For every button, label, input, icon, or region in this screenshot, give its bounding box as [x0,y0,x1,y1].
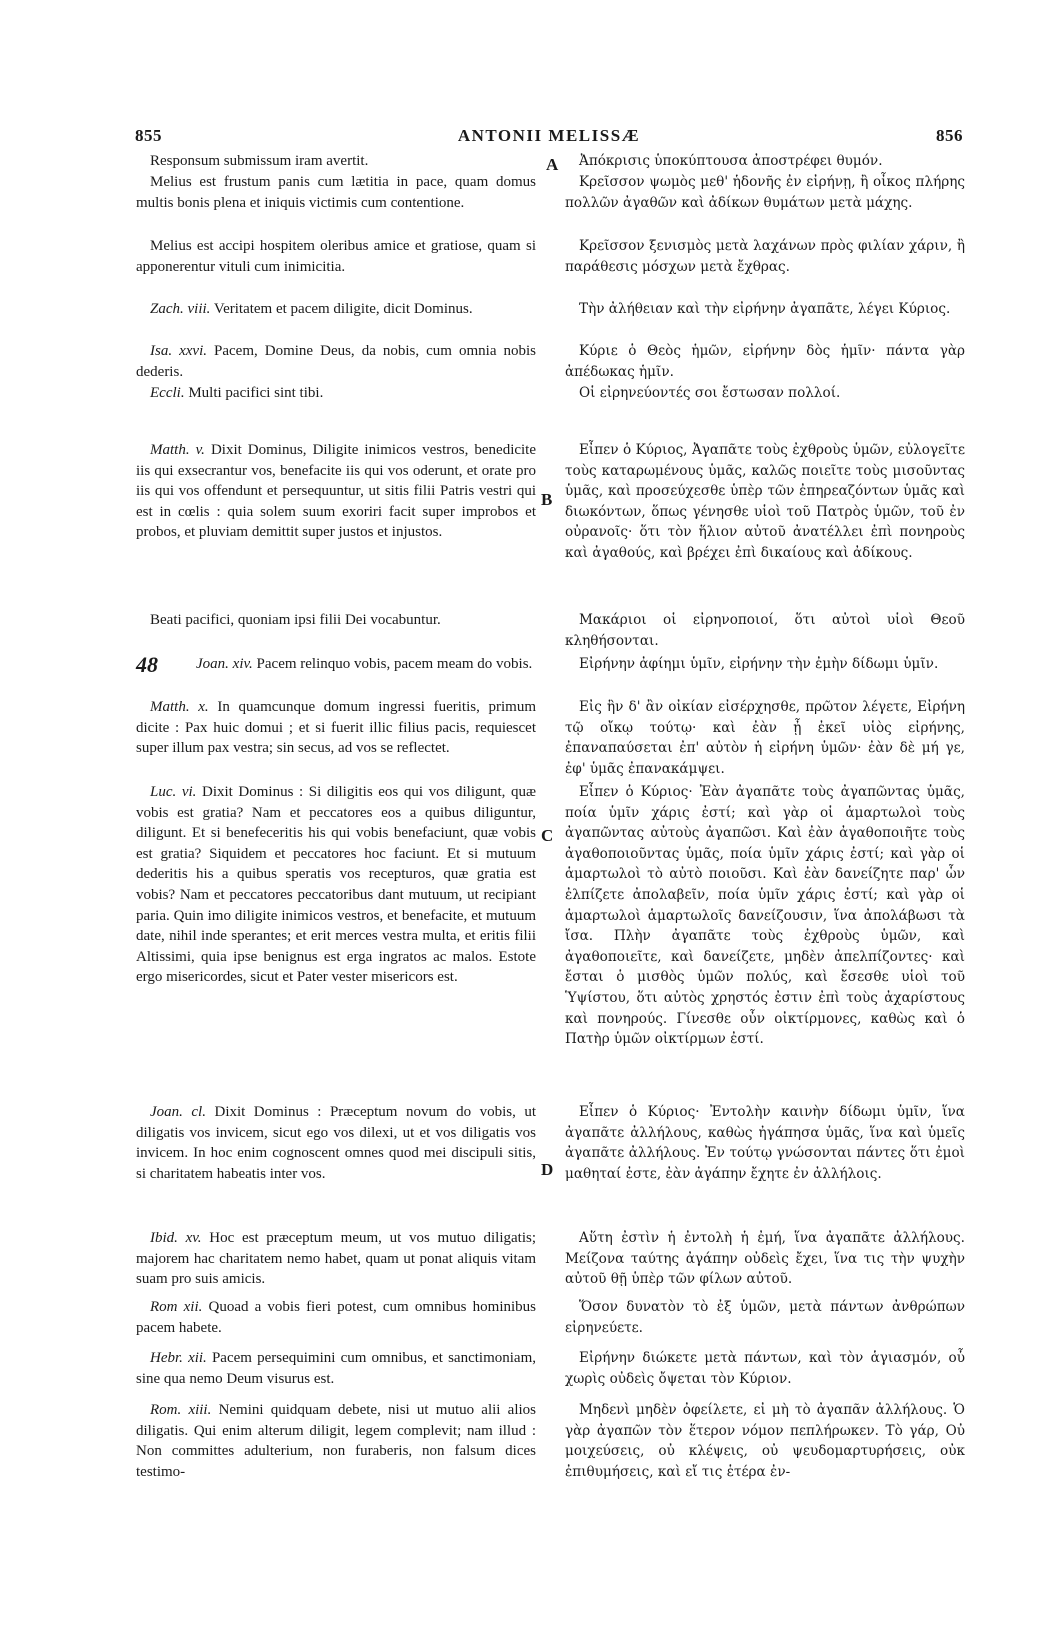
scripture-reference: Ibid. xv. [150,1230,202,1246]
scripture-reference: Eccli. [150,385,185,401]
margin-marker-c: C [541,826,554,845]
greek-paragraph: Οἱ εἰρηνεύοντές σοι ἔστωσαν πολλοί. [579,385,841,401]
latin-paragraph: Rom. xiii. Nemini quidquam debete, nisi ut mutuo alii alios diligatis. Qui enim alterum diligit, legem complevit; nam illud : Non committes adulterium, non furaberis, non falsum dices testimo- [136,1402,537,1480]
left-page-number: 855 [135,126,162,145]
margin-marker-a: A [546,155,559,174]
scripture-reference: Luc. vi. [150,784,197,800]
greek-paragraph: Ἀπόκρισις ὑποκύπτουσα ἀποστρέφει θυμόν. [579,153,883,169]
scripture-reference: Zach. viii. [150,301,211,317]
latin-paragraph: Joan. xiv. Pacem relinquo vobis, pacem meam do vobis. [196,656,533,672]
latin-paragraph: Beati pacifici, quoniam ipsi filii Dei vocabuntur. [150,612,441,628]
running-title: ANTONII MELISSÆ [457,126,641,145]
scripture-reference: Matth. v. [150,442,205,458]
greek-paragraph: Εἰς ἣν δ' ἂν οἰκίαν εἰσέρχησθε, πρῶτον λέγετε, Εἰρήνη τῷ οἴκῳ τούτῳ· καὶ ἐὰν ᾖ ἐκεῖ υἱὸς εἰρήνης, ἐπαναπαύσεται ἐπ' αὐτὸν ἡ εἰρήνη ὑμῶν· ἐὰν δὲ μή γε, ἐφ' ὑμᾶς ἐπανακάμψει. [565,699,965,777]
greek-paragraph: Κύριε ὁ Θεὸς ἡμῶν, εἰρήνην δὸς ἡμῖν· πάντα γὰρ ἀπέδωκας ἡμῖν. [565,343,965,380]
greek-paragraph: Εἰρήνην διώκετε μετὰ πάντων, καὶ τὸν ἁγιασμόν, οὗ χωρὶς οὐδεὶς ὄψεται τὸν Κύριον. [565,1350,965,1387]
latin-paragraph: Isa. xxvi. Pacem, Domine Deus, da nobis, cum omnia nobis dederis. [136,343,536,380]
greek-paragraph: Αὕτη ἐστὶν ἡ ἐντολὴ ἡ ἐμή, ἵνα ἀγαπᾶτε ἀλλήλους. Μείζονα ταύτης ἀγάπην οὐδεὶς ἔχει, ἵνα τις τὴν ψυχὴν αὐτοῦ θῇ ὑπὲρ τῶν φίλων αὐτοῦ. [565,1230,965,1288]
right-page-number: 856 [936,126,963,145]
margin-marker-b: B [541,490,553,509]
latin-paragraph: Joan. cl. Dixit Dominus : Præceptum novum do vobis, ut diligatis vos invicem, sicut ego vos dilexi, ut et vos diligatis vos invicem. In hoc enim cognoscent omnes quod mei discipuli sitis, si charitatem habeatis inter vos. [136,1104,537,1182]
margin-marker-d: D [541,1160,554,1179]
greek-paragraph: Εἰρήνην ἀφίημι ὑμῖν, εἰρήνην τὴν ἐμὴν δίδωμι ὑμῖν. [579,656,939,672]
greek-paragraph: Ὅσον δυνατὸν τὸ ἐξ ὑμῶν, μετὰ πάντων ἀνθρώπων εἰρηνεύετε. [565,1299,965,1336]
greek-paragraph: Εἶπεν ὁ Κύριος· Ἐντολὴν καινὴν δίδωμι ὑμῖν, ἵνα ἀγαπᾶτε ἀλλήλους, καθὼς ἠγάπησα ὑμᾶς, ἵνα καὶ ὑμεῖς ἀγαπᾶτε ἀλλήλους. Ἐν τούτῳ γνώσονται πάντες ὅτι ἐμοὶ μαθηταί ἐστε, ἐὰν ἀγάπην ἔχητε ἐν ἀλλήλοις. [565,1104,965,1182]
scripture-reference: Matth. x. [150,699,209,715]
scripture-reference: Hebr. xii. [150,1350,207,1366]
scripture-reference: Rom xii. [150,1299,203,1315]
running-header [135,126,963,150]
greek-paragraph: Τὴν ἀλήθειαν καὶ τὴν εἰρήνην ἀγαπᾶτε, λέγει Κύριος. [579,301,951,317]
latin-paragraph: Responsum submissum iram avertit. [150,153,369,169]
greek-paragraph: Μακάριοι οἱ εἰρηνοποιοί, ὅτι αὐτοὶ υἱοὶ Θεοῦ κληθήσονται. [565,612,965,649]
scripture-reference: Rom. xiii. [150,1402,212,1418]
latin-paragraph: Zach. viii. Veritatem et pacem diligite, dicit Dominus. [150,301,473,317]
greek-paragraph: Εἶπεν ὁ Κύριος· Ἐὰν ἀγαπᾶτε τοὺς ἀγαπῶντας ὑμᾶς, ποία ὑμῖν χάρις ἐστί; καὶ γὰρ οἱ ἁμαρτωλοὶ τοὺς ἀγαπῶντας αὐτοὺς ἀγαπῶσι. Καὶ ἐὰν ἀγαθοποιῆτε τοὺς ἀγαθοποιοῦντας ὑμᾶς, ποία ὑμῖν χάρις ἐστί; καὶ γὰρ οἱ ἁμαρτωλοὶ τὸ αὐτὸ ποιοῦσι. Καὶ ἐὰν δανείζητε παρ' ὧν ἐλπίζετε ἀπολαβεῖν, ποία ὑμῖν χάρις ἐστί; καὶ γὰρ οἱ ἁμαρτωλοὶ ἁμαρτωλοῖς δανείζουσιν, ἵνα ἀπολάβωσι τὰ ἴσα. Πλὴν ἀγαπᾶτε τοὺς ἐχθροὺς ὑμῶν, καὶ ἀγαθοποιεῖτε, καὶ δανείζετε, μηδὲν ἀπελπίζοντες· καὶ ἔσται ὁ μισθὸς ὑμῶν πολύς, καὶ ἔσεσθε υἱοὶ τοῦ Ὑψίστου, ὅτι αὐτὸς χρηστός ἐστιν ἐπὶ τοὺς ἀχαρίστους καὶ πονηρούς. Γίνεσθε οὖν οἰκτίρμονες, καθὼς καὶ ὁ Πατὴρ ὑμῶν οἰκτίρμων ἐστί. [565,784,965,1048]
latin-paragraph: Matth. x. In quamcunque domum ingressi fueritis, primum dicite : Pax huic domui ; et si fuerit illic filius pacis, requiescet super illum pax vestra; sin secus, ad vos se reflectet. [136,699,537,757]
greek-paragraph: Κρεῖσσον ξενισμὸς μετὰ λαχάνων πρὸς φιλίαν χάριν, ἢ παράθεσις μόσχων μετὰ ἔχθρας. [565,238,965,275]
latin-paragraph: Melius est accipi hospitem oleribus amice et gratiose, quam si apponerentur vituli cum inimicitia. [136,238,536,275]
scripture-reference: Joan. xiv. [196,656,253,672]
scripture-reference: Joan. cl. [150,1104,206,1120]
latin-paragraph: Luc. vi. Dixit Dominus : Si diligitis eos qui vos diligunt, quæ vobis est gratia? Nam et peccatores eos a quibus diliguntur, diligunt. Et si benefeceritis his qui vobis benefaciunt, quæ vobis est gratia? Siquidem et peccatores hoc faciunt. Et si mutuum dederitis his a quibus speratis vos recepturos, quæ gratia est vobis? Nam et peccatores peccatoribus dant mutuum, ut recipiant paria. Quin imo diligite inimicos vestros, et benefacite, et mutuum date, nihil inde sperantes; et erit merces vestra multa, et eritis filii Altissimi, quia ipse benignus est erga ingratos ac malos. Estote ergo misericordes, sicut et Pater vester misericors est. [136,784,537,986]
latin-paragraph: Matth. v. Dixit Dominus, Diligite inimicos vestros, benedicite iis qui exsecrantur vos, benefacite iis qui vos oderunt, et orate pro iis qui vos offendunt et persequuntur, ut sitis filii Patris vestri qui est in cœlis : quia solem suum exoriri facit super improbos et probos, et pluviam demittit super justos et injustos. [136,442,537,541]
latin-paragraph: Ibid. xv. Hoc est præceptum meum, ut vos mutuo diligatis; majorem hac charitatem nemo habet, quam ut ponat aliquis vitam suam pro suis amicis. [136,1230,537,1288]
latin-paragraph: Eccli. Multi pacifici sint tibi. [150,385,324,401]
section-number: 48 [136,652,158,677]
latin-paragraph: Hebr. xii. Pacem persequimini cum omnibus, et sanctimoniam, sine qua nemo Deum visurus est. [136,1350,536,1387]
greek-paragraph: Εἶπεν ὁ Κύριος, Ἀγαπᾶτε τοὺς ἐχθροὺς ὑμῶν, εὐλογεῖτε τοὺς καταρωμένους ὑμᾶς, καλῶς ποιεῖτε τοὺς μισοῦντας ὑμᾶς, καὶ προσεύχεσθε ὑπὲρ τῶν ἐπηρεαζόντων ὑμᾶς καὶ διωκόντων, ὅπως γένησθε υἱοὶ τοῦ Πατρὸς ὑμῶν, τοῦ ἐν οὐρανοῖς· ὅτι τὸν ἥλιον αὐτοῦ ἀνατέλλει ἐπὶ πονηροὺς καὶ ἀγαθούς, καὶ βρέχει ἐπὶ δικαίους καὶ ἀδίκους. [565,442,965,561]
latin-paragraph: Melius est frustum panis cum lætitia in pace, quam domus multis bonis plena et iniquis victimis cum contentione. [136,174,536,211]
greek-paragraph: Μηδενὶ μηδὲν ὀφείλετε, εἰ μὴ τὸ ἀγαπᾶν ἀλλήλους. Ὁ γὰρ ἀγαπῶν τὸν ἕτερον νόμον πεπλήρωκεν. Τὸ γάρ, Οὐ μοιχεύσεις, οὐ κλέψεις, οὐ ψευδομαρτυρήσεις, οὐκ ἐπιθυμήσεις, καὶ εἴ τις ἑτέρα ἐν- [565,1402,965,1480]
greek-paragraph: Κρεῖσσον ψωμὸς μεθ' ἡδονῆς ἐν εἰρήνῃ, ἢ οἶκος πλήρης πολλῶν ἀγαθῶν καὶ ἀδίκων θυμάτων μετὰ μάχης. [565,174,965,211]
latin-paragraph: Rom xii. Quoad a vobis fieri potest, cum omnibus hominibus pacem habete. [136,1299,536,1336]
scripture-reference: Isa. xxvi. [150,343,207,359]
